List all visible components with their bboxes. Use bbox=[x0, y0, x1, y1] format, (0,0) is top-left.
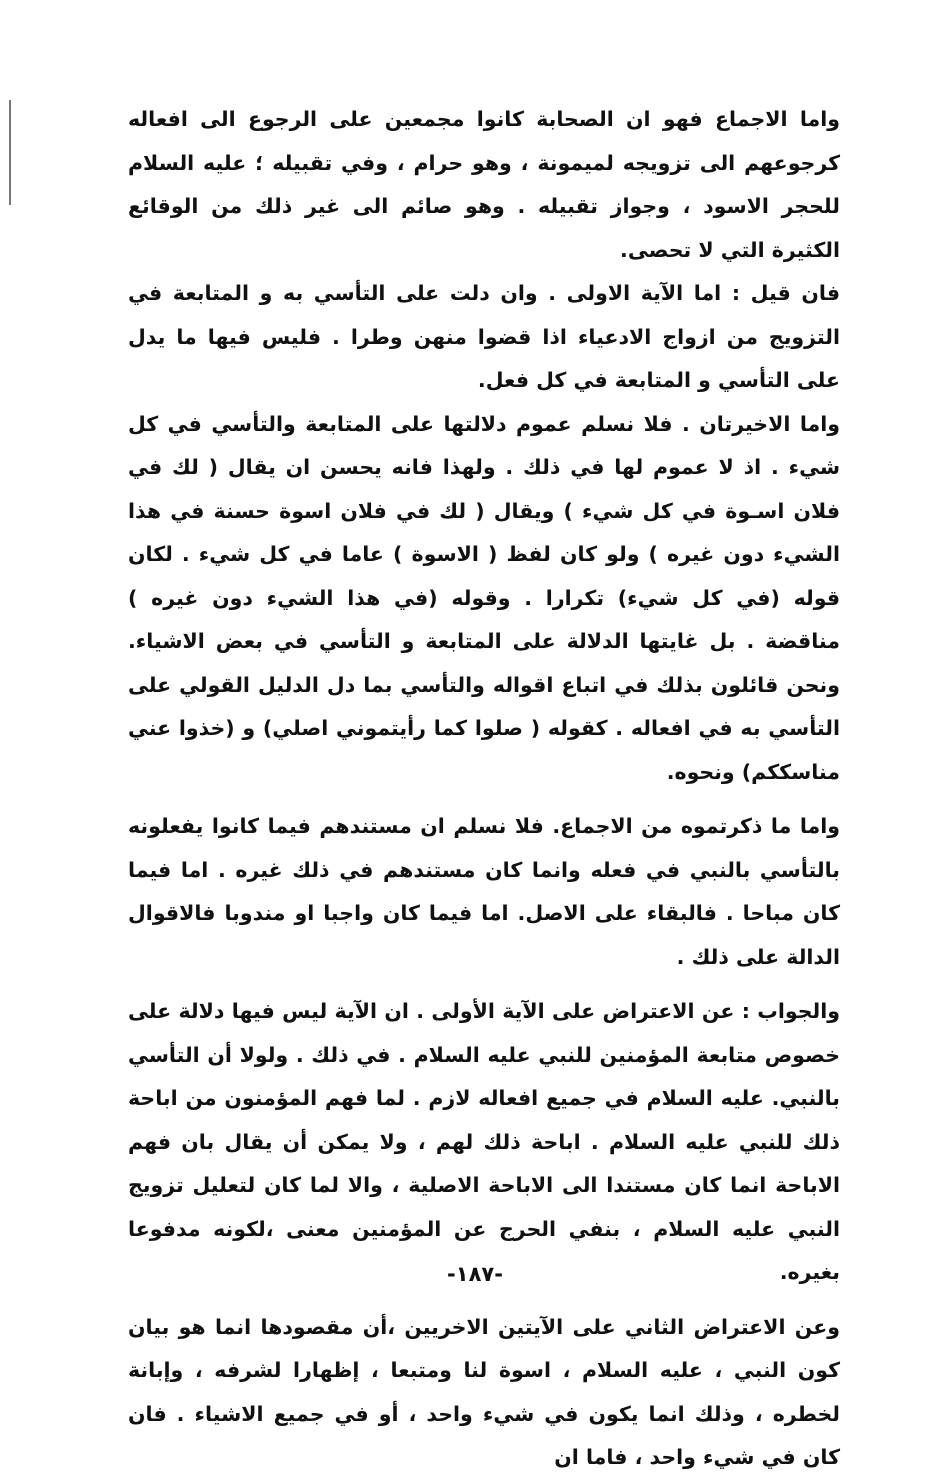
paragraph-ijma: واما الاجماع فهو ان الصحابة كانوا مجمعين على الرجوع الى افعاله كرجوعهم الى تزويجه لميمونة ، وهو حرام ، وفي تقبيله ؛ عليه السلام للحجر الاسود ، وجواز تقبيله . وهو صائم الى غير ذلك من الوقائع الكثيرة التي لا تحصى. bbox=[128, 107, 840, 262]
paragraph-second-objection: وعن الاعتراض الثاني على الآيتين الاخريين ،أن مقصودها انما هو بيان كون النبي ، عليه السلام ، اسوة لنا ومتبعا ، إظهارا لشرفه ، وإبانة لخطره ، وذلك انما يكون في شيء واحد ، أو في جميع الاشياء . فان كان في شيء واحد ، فاما ان bbox=[128, 1314, 840, 1469]
scan-edge-mark bbox=[9, 100, 11, 205]
paragraph-answer: والجواب : عن الاعتراض على الآية الأولى . ان الآية ليس فيها دلالة على خصوص متابعة المؤمنين للنبي عليه السلام . في ذلك . ولولا أن التأسي بالنبي. عليه السلام في جميع افعاله لازم . لما فهم المؤمنون من اباحة ذلك للنبي عليه السلام . اباحة ذلك لهم ، ولا يمكن أن يقال بان فهم الاباحة انما كان مستندا الى الاباحة الاصلية ، والا لما كان لتعليل تزويج النبي عليه السلام ، بنفي الحرج عن المؤمنين معنى ،لكونه مدفوعا بغيره. bbox=[128, 999, 840, 1284]
page-number: -١٨٧- bbox=[447, 1262, 503, 1286]
paragraph-last-two-verses: واما الاخيرتان . فلا نسلم عموم دلالتها على المتابعة والتأسي في كل شيء . اذ لا عموم لها في ذلك . ولهذا فانه يحسن ان يقال ( لك في فلان اسـوة في كل شيء ) ويقال ( لك في فلان اسوة حسنة في هذا الشيء دون غيره ) ولو كان لفظ ( الاسوة ) عاما في كل شيء . لكان قوله (في كل شيء) تكرارا . وقوله (في هذا الشيء دون غيره ) مناقضة . بل غايتها الدلالة على المتابعة و التأسي في بعض الاشياء. ونحن قائلون بذلك في اتباع اقواله والتأسي بما دل الدليل القولي على التأسي به في افعاله . كقوله ( صلوا كما رأيتموني اصلي) و (خذوا عني مناسككم) ونحوه. bbox=[128, 411, 840, 784]
paragraph-consensus-reply: واما ما ذكرتموه من الاجماع. فلا نسلم ان مستندهم فيما كانوا يفعلونه بالتأسي بالنبي في فعله وانما كان مستندهم في ذلك غيره . اما فيما كان مباحا . فالبقاء على الاصل. اما فيما كان واجبا او مندوبا فالاقوال الدالة على ذلك . bbox=[128, 814, 840, 969]
paragraph-objection: فان قيل : اما الآية الاولى . وان دلت على التأسي به و المتابعة في التزويج من ازواج الادعياء اذا قضوا منهن وطرا . فليس فيها ما يدل على التأسي و المتابعة في كل فعل. bbox=[128, 281, 840, 392]
